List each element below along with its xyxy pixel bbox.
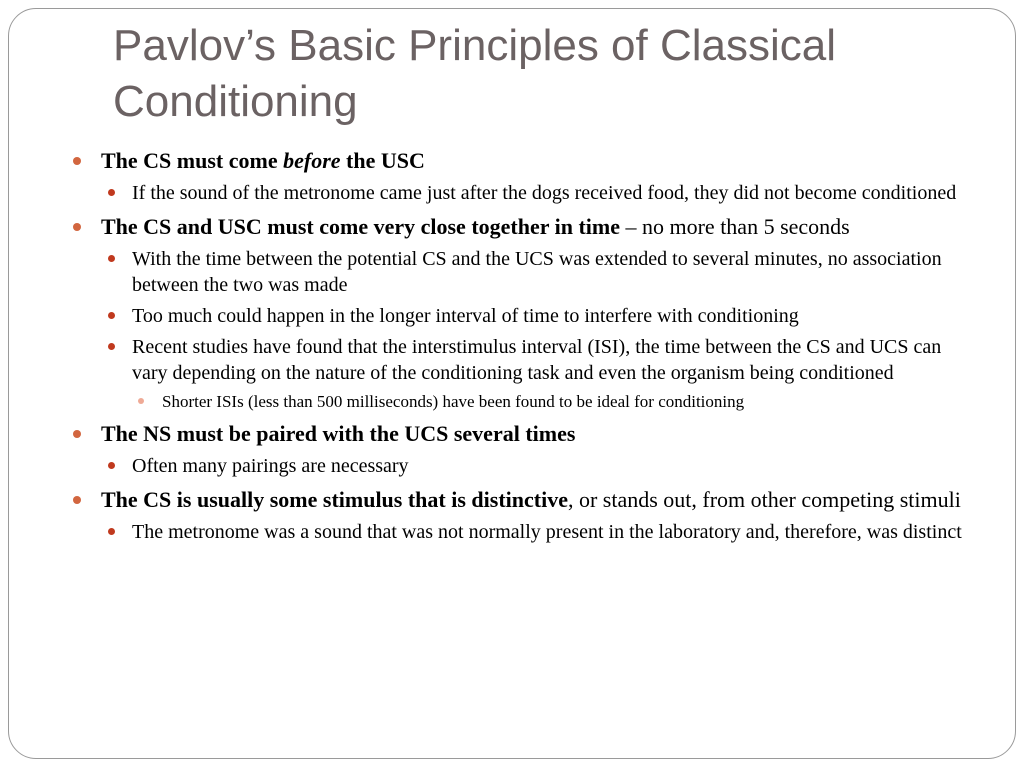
bullet-dot-icon bbox=[73, 496, 81, 504]
sub-bullet-metronome-after-food bbox=[72, 180, 972, 206]
sub-bullet-extended-minutes bbox=[72, 246, 972, 298]
bullet-bold-text: The NS must be paired with the UCS several times bbox=[101, 421, 576, 446]
bullet-paired-several-times bbox=[72, 420, 972, 448]
sub-bullet-text: With the time between the potential CS and the UCS was extended to several minutes, no association between the two was made bbox=[132, 248, 942, 296]
sub-bullet-text: Often many pairings are necessary bbox=[132, 455, 409, 477]
bullet-bold-text: The CS and USC must come very close together in time bbox=[101, 214, 620, 239]
bullet-cs-distinctive bbox=[72, 486, 972, 514]
slide-title: Pavlov’s Basic Principles of Classical Conditioning bbox=[113, 21, 837, 126]
bullet-text-rest: , or stands out, from other competing stimuli bbox=[567, 487, 961, 512]
bullet-text-rest: – no more than 5 seconds bbox=[619, 214, 850, 239]
bullet-dot-icon bbox=[138, 398, 144, 404]
bullet-text-post: the USC bbox=[340, 148, 425, 173]
bullet-bold-text: The CS is usually some stimulus that is distinctive bbox=[101, 487, 568, 512]
bullet-dot-icon bbox=[108, 255, 115, 262]
bullet-dot-icon bbox=[108, 312, 115, 319]
bullet-dot-icon bbox=[108, 343, 115, 350]
sub-bullet-many-pairings bbox=[72, 453, 972, 479]
sub-sub-bullet-text: Shorter ISIs (less than 500 milliseconds) have been found to be ideal for conditioning bbox=[162, 392, 745, 411]
sub-bullet-metronome-distinct bbox=[72, 519, 972, 545]
bullet-text-pre: The CS must come bbox=[101, 148, 284, 173]
bullet-dot-icon bbox=[108, 462, 115, 469]
sub-bullet-text: Too much could happen in the longer interval of time to interfere with conditioning bbox=[132, 305, 799, 327]
bullet-bold-text bbox=[101, 148, 425, 173]
sub-bullet-text: Recent studies have found that the interstimulus interval (ISI), the time between the CS and UCS can vary depending on the nature of the conditioning task and even the organism being conditioned bbox=[132, 336, 942, 384]
bullet-cs-before-usc bbox=[72, 147, 972, 175]
sub-bullet-text: If the sound of the metronome came just after the dogs received food, they did not become conditioned bbox=[132, 182, 957, 204]
sub-sub-bullet-shorter-isis bbox=[72, 391, 972, 413]
sub-bullet-isi-studies bbox=[72, 334, 972, 386]
bullet-dot-icon bbox=[73, 223, 81, 231]
bullet-dot-icon bbox=[108, 189, 115, 196]
bullet-dot-icon bbox=[73, 430, 81, 438]
slide-content bbox=[72, 147, 972, 545]
bullet-text-emphasis: before bbox=[283, 148, 341, 173]
sub-bullet-longer-interval bbox=[72, 303, 972, 329]
bullet-close-in-time bbox=[72, 213, 972, 241]
bullet-dot-icon bbox=[73, 157, 81, 165]
bullet-dot-icon bbox=[108, 528, 115, 535]
sub-bullet-text: The metronome was a sound that was not normally present in the laboratory and, therefore, was distinct bbox=[132, 521, 962, 543]
